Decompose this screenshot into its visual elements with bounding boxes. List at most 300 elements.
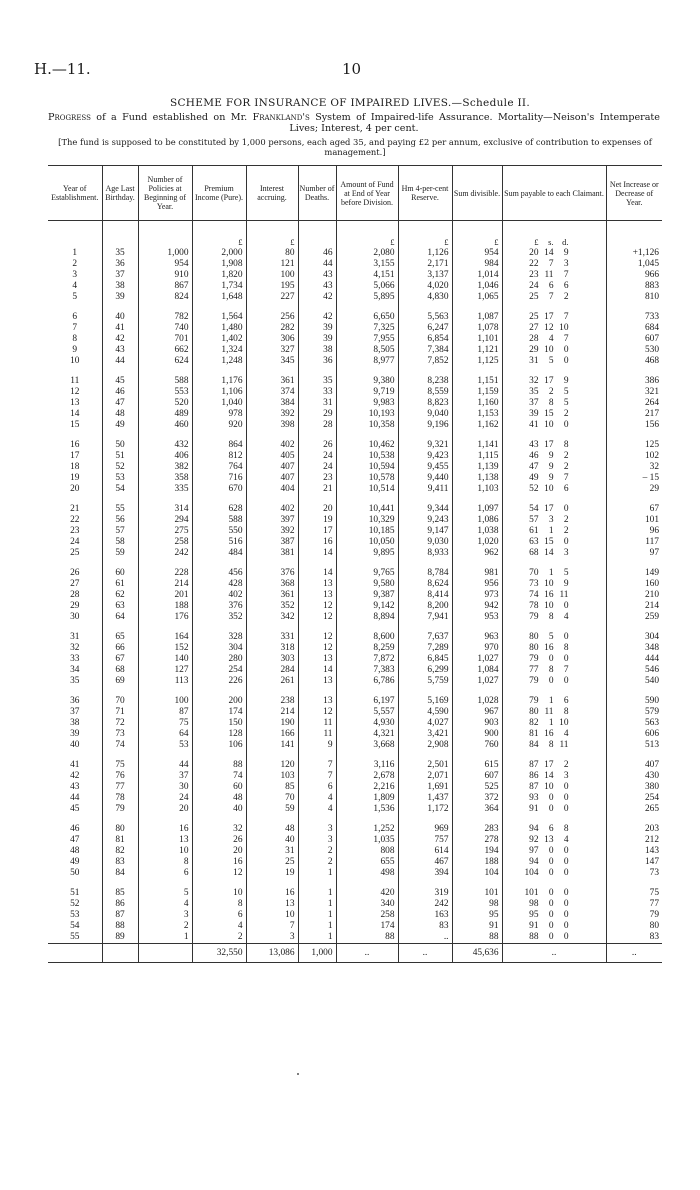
progress-table: [48, 165, 662, 963]
cell-deaths: 1: [298, 899, 336, 910]
cell-interest: 59: [246, 804, 298, 815]
cell-year: 6: [72, 312, 78, 322]
pay-pence: 0: [563, 868, 569, 878]
pay-pence: 0: [563, 857, 569, 867]
pay-pounds: 94: [529, 857, 539, 867]
cell-divisible: 1,138: [452, 473, 502, 484]
cell-deaths: 12: [298, 601, 336, 612]
cell-fund: 6,650: [336, 312, 398, 323]
cell-payable: [502, 632, 606, 643]
cell-reserve: 7,289: [398, 643, 452, 654]
table-row: [48, 824, 662, 835]
cell-deaths: 1: [298, 910, 336, 921]
pay-shillings: 0: [548, 868, 554, 878]
cell-policies: 1: [138, 932, 192, 944]
cell-fund: 10,441: [336, 504, 398, 515]
cell-year: 52: [70, 899, 80, 909]
cell-premium: 26: [192, 835, 246, 846]
pay-pence: 2: [563, 760, 569, 770]
table-row: [48, 632, 662, 643]
cell-age: 45: [102, 376, 138, 387]
cell-fund: 8,505: [336, 345, 398, 356]
cell-payable: [502, 804, 606, 815]
cell-fund: 9,380: [336, 376, 398, 387]
pay-pence: 10: [559, 718, 569, 728]
cell-reserve: 2,908: [398, 740, 452, 751]
cell-premium: 1,564: [192, 312, 246, 323]
cell-interest: 238: [246, 696, 298, 707]
cell-fund: 4,151: [336, 270, 398, 281]
cell-payable: [502, 515, 606, 526]
cell-premium: 764: [192, 462, 246, 473]
cell-deaths: 17: [298, 526, 336, 537]
cell-fund: 8,600: [336, 632, 398, 643]
cell-payable: [502, 643, 606, 654]
cell-deaths: 44: [298, 259, 336, 270]
cell-payable: [502, 696, 606, 707]
table-row: [48, 526, 662, 537]
pay-shillings: 16: [544, 590, 554, 600]
unit-fund: £: [336, 221, 398, 249]
pay-pence: 6: [563, 696, 569, 706]
pay-pounds: 70: [529, 568, 539, 578]
cell-year: 28: [70, 590, 80, 600]
cell-divisible: 900: [452, 729, 502, 740]
pay-shillings: 0: [548, 676, 554, 686]
pay-shillings: 0: [548, 910, 554, 920]
cell-interest: 381: [246, 548, 298, 559]
pay-pounds: 79: [529, 676, 539, 686]
pay-pounds: 87: [529, 760, 539, 770]
cell-fund: 10,578: [336, 473, 398, 484]
cell-divisible: 970: [452, 643, 502, 654]
cell-fund: 1,035: [336, 835, 398, 846]
cell-fund: 498: [336, 868, 398, 879]
total-deaths: 1,000: [298, 944, 336, 963]
cell-policies: 460: [138, 420, 192, 431]
cell-age: 43: [102, 345, 138, 356]
cell-premium: 402: [192, 590, 246, 601]
cell-year: 45: [70, 804, 80, 814]
pay-shillings: 0: [548, 921, 554, 931]
table-row: [48, 579, 662, 590]
cell-premium: 1,248: [192, 356, 246, 367]
cell-year: 15: [70, 420, 80, 430]
pay-shillings: 10: [544, 601, 554, 611]
pay-pence: 4: [563, 612, 569, 622]
cell-payable: [502, 771, 606, 782]
cell-interest: 85: [246, 782, 298, 793]
cell-deaths: 3: [298, 835, 336, 846]
cell-payable: [502, 334, 606, 345]
table-row: [48, 888, 662, 899]
cell-divisible: 1,087: [452, 312, 502, 323]
cell-net: 75: [606, 888, 662, 899]
pay-pence: 3: [563, 771, 569, 781]
cell-divisible: 903: [452, 718, 502, 729]
pay-pounds: 86: [529, 771, 539, 781]
cell-premium: 376: [192, 601, 246, 612]
cell-reserve: 242: [398, 899, 452, 910]
table-row: [48, 868, 662, 879]
cell-fund: 10,594: [336, 462, 398, 473]
cell-reserve: 8,784: [398, 568, 452, 579]
cell-premium: 128: [192, 729, 246, 740]
cell-payable: [502, 292, 606, 303]
pay-pence: 8: [563, 440, 569, 450]
pay-pounds: 35: [529, 387, 539, 397]
cell-net: 32: [606, 462, 662, 473]
pay-shillings: 12: [544, 323, 554, 333]
cell-premium: 1,908: [192, 259, 246, 270]
document-reference: H.—11.: [34, 60, 91, 78]
pay-pence: 7: [563, 473, 569, 483]
pay-pounds: 91: [529, 921, 539, 931]
cell-divisible: 962: [452, 548, 502, 559]
cell-fund: 3,668: [336, 740, 398, 751]
cell-year: 23: [70, 526, 80, 536]
cell-premium: 226: [192, 676, 246, 687]
cell-interest: 166: [246, 729, 298, 740]
pay-pounds: 52: [529, 484, 539, 494]
cell-interest: 19: [246, 868, 298, 879]
table-row: [48, 515, 662, 526]
cell-premium: 1,176: [192, 376, 246, 387]
table-row: [48, 910, 662, 921]
cell-premium: 1,480: [192, 323, 246, 334]
pay-pounds: 61: [529, 526, 539, 536]
cell-reserve: 6,854: [398, 334, 452, 345]
cell-year: 40: [70, 740, 80, 750]
cell-interest: 261: [246, 676, 298, 687]
cell-divisible: 984: [452, 259, 502, 270]
cell-premium: 812: [192, 451, 246, 462]
cell-payable: [502, 760, 606, 771]
pay-pence: 0: [563, 676, 569, 686]
cell-fund: 258: [336, 910, 398, 921]
cell-net: 117: [606, 537, 662, 548]
cell-age: 86: [102, 899, 138, 910]
cell-divisible: 278: [452, 835, 502, 846]
cell-interest: 303: [246, 654, 298, 665]
cell-policies: 824: [138, 292, 192, 303]
row-gap: [48, 495, 662, 504]
cell-interest: 195: [246, 281, 298, 292]
pay-pence: 3: [563, 548, 569, 558]
cell-reserve: 9,196: [398, 420, 452, 431]
cell-interest: 10: [246, 910, 298, 921]
cell-deaths: 7: [298, 760, 336, 771]
pay-pounds: 47: [529, 462, 539, 472]
pay-pence: 0: [563, 345, 569, 355]
cell-interest: 331: [246, 632, 298, 643]
cell-age: 80: [102, 824, 138, 835]
cell-net: 546: [606, 665, 662, 676]
cell-net: 217: [606, 409, 662, 420]
cell-reserve: 1,172: [398, 804, 452, 815]
cell-age: 55: [102, 504, 138, 515]
cell-interest: 120: [246, 760, 298, 771]
pay-pence: 11: [559, 740, 569, 750]
cell-year: 16: [70, 440, 80, 450]
pay-pounds: 63: [529, 537, 539, 547]
cell-net: 590: [606, 696, 662, 707]
pay-shillings: 0: [548, 899, 554, 909]
pay-pence: 10: [559, 323, 569, 333]
cell-year: 7: [72, 323, 78, 333]
cell-payable: [502, 568, 606, 579]
row-gap: [48, 623, 662, 632]
cell-payable: [502, 473, 606, 484]
cell-policies: 6: [138, 868, 192, 879]
cell-premium: 864: [192, 440, 246, 451]
cell-interest: 3: [246, 932, 298, 944]
pay-pounds: 24: [529, 281, 539, 291]
cell-net: 96: [606, 526, 662, 537]
cell-payable: [502, 590, 606, 601]
cell-divisible: 1,065: [452, 292, 502, 303]
cell-age: 46: [102, 387, 138, 398]
cell-policies: 10: [138, 846, 192, 857]
pay-shillings: 17: [544, 504, 554, 514]
cell-deaths: 2: [298, 857, 336, 868]
col-fund: Amount of Fund at End of Year before Division.: [336, 166, 398, 221]
pay-pence: 6: [563, 281, 569, 291]
table-row: [48, 248, 662, 259]
cell-policies: 406: [138, 451, 192, 462]
pay-shillings: 0: [548, 793, 554, 803]
cell-divisible: 953: [452, 612, 502, 623]
pay-pence: 6: [563, 484, 569, 494]
cell-divisible: 956: [452, 579, 502, 590]
cell-payable: [502, 899, 606, 910]
table-row: [48, 771, 662, 782]
pay-shillings: 13: [544, 835, 554, 845]
cell-reserve: 9,455: [398, 462, 452, 473]
cell-age: 74: [102, 740, 138, 751]
pay-pounds: 98: [529, 899, 539, 909]
cell-payable: [502, 707, 606, 718]
cell-year: 2: [72, 259, 78, 269]
table-row: [48, 259, 662, 270]
cell-reserve: 9,440: [398, 473, 452, 484]
cell-year: 1: [72, 248, 78, 258]
cell-policies: 553: [138, 387, 192, 398]
unit-premium: £: [192, 221, 246, 249]
table-row: [48, 484, 662, 495]
pay-shillings: 14: [544, 248, 554, 258]
cell-divisible: 1,097: [452, 504, 502, 515]
pay-shillings: 16: [544, 643, 554, 653]
pay-pounds: 79: [529, 612, 539, 622]
cell-year: 21: [70, 504, 80, 514]
pay-shillings: 6: [548, 824, 554, 834]
cell-divisible: 525: [452, 782, 502, 793]
pay-pounds: 80: [529, 632, 539, 642]
cell-premium: 74: [192, 771, 246, 782]
pay-pence: 3: [563, 259, 569, 269]
pay-pence: 0: [563, 654, 569, 664]
pay-pence: 4: [563, 835, 569, 845]
cell-age: 65: [102, 632, 138, 643]
cell-deaths: 13: [298, 654, 336, 665]
cell-deaths: 33: [298, 387, 336, 398]
cell-net: 540: [606, 676, 662, 687]
cell-payable: [502, 846, 606, 857]
cell-net: 149: [606, 568, 662, 579]
cell-deaths: 1: [298, 932, 336, 944]
cell-payable: [502, 782, 606, 793]
cell-divisible: 1,101: [452, 334, 502, 345]
cell-interest: 407: [246, 473, 298, 484]
cell-interest: 407: [246, 462, 298, 473]
pay-pounds: 95: [529, 910, 539, 920]
cell-age: 67: [102, 654, 138, 665]
pay-shillings: 2: [548, 387, 554, 397]
cell-year: 12: [70, 387, 80, 397]
table-row: [48, 398, 662, 409]
cell-deaths: 16: [298, 537, 336, 548]
cell-interest: 392: [246, 409, 298, 420]
cell-divisible: 104: [452, 868, 502, 879]
cell-premium: 484: [192, 548, 246, 559]
col-divisible: Sum divisible.: [452, 166, 502, 221]
cell-premium: 304: [192, 643, 246, 654]
cell-policies: 701: [138, 334, 192, 345]
cell-policies: 867: [138, 281, 192, 292]
cell-net: 125: [606, 440, 662, 451]
cell-age: 89: [102, 932, 138, 944]
table-row: [48, 376, 662, 387]
pay-pence: 9: [563, 579, 569, 589]
pay-shillings: 16: [544, 729, 554, 739]
cell-fund: 8,977: [336, 356, 398, 367]
cell-deaths: 2: [298, 846, 336, 857]
cell-fund: 808: [336, 846, 398, 857]
cell-policies: 258: [138, 537, 192, 548]
cell-age: 83: [102, 857, 138, 868]
cell-deaths: 7: [298, 771, 336, 782]
cell-age: 79: [102, 804, 138, 815]
cell-reserve: 9,040: [398, 409, 452, 420]
cell-payable: [502, 356, 606, 367]
cell-reserve: 4,027: [398, 718, 452, 729]
pay-pounds: 91: [529, 804, 539, 814]
cell-deaths: 21: [298, 484, 336, 495]
pay-pence: 8: [563, 643, 569, 653]
cell-premium: 88: [192, 760, 246, 771]
cell-deaths: 12: [298, 643, 336, 654]
cell-policies: 140: [138, 654, 192, 665]
pay-shillings: 14: [544, 548, 554, 558]
cell-deaths: 13: [298, 579, 336, 590]
cell-age: 59: [102, 548, 138, 559]
cell-interest: 227: [246, 292, 298, 303]
cell-year: 11: [70, 376, 80, 386]
cell-age: 44: [102, 356, 138, 367]
cell-interest: 404: [246, 484, 298, 495]
cell-fund: 2,678: [336, 771, 398, 782]
cell-fund: 9,142: [336, 601, 398, 612]
table-row: [48, 504, 662, 515]
cell-divisible: 1,046: [452, 281, 502, 292]
cell-reserve: 8,624: [398, 579, 452, 590]
total-payable: ..: [502, 944, 606, 963]
cell-age: 57: [102, 526, 138, 537]
cell-deaths: 39: [298, 334, 336, 345]
cell-premium: 20: [192, 846, 246, 857]
cell-reserve: 1,126: [398, 248, 452, 259]
cell-payable: [502, 462, 606, 473]
pay-pence: 0: [563, 910, 569, 920]
cell-fund: 174: [336, 921, 398, 932]
cell-interest: 80: [246, 248, 298, 259]
cell-age: 71: [102, 707, 138, 718]
total-net: ..: [606, 944, 662, 963]
pay-pounds: 28: [529, 334, 539, 344]
table-row: [48, 707, 662, 718]
pay-pence: 7: [563, 312, 569, 322]
cell-policies: 164: [138, 632, 192, 643]
cell-policies: 100: [138, 696, 192, 707]
cell-net: 530: [606, 345, 662, 356]
cell-reserve: ..: [398, 932, 452, 944]
table-row: [48, 740, 662, 751]
cell-age: 78: [102, 793, 138, 804]
cell-payable: [502, 601, 606, 612]
cell-payable: [502, 504, 606, 515]
cell-fund: 10,538: [336, 451, 398, 462]
pay-pence: 5: [563, 568, 569, 578]
cell-interest: 256: [246, 312, 298, 323]
table-row: [48, 409, 662, 420]
cell-payable: [502, 281, 606, 292]
table-row: [48, 440, 662, 451]
cell-policies: 24: [138, 793, 192, 804]
cell-payable: [502, 451, 606, 462]
row-gap: [48, 879, 662, 888]
cell-deaths: 35: [298, 376, 336, 387]
cell-year: 4: [72, 281, 78, 291]
cell-year: 32: [70, 643, 80, 653]
cell-premium: 2: [192, 932, 246, 944]
cell-divisible: 973: [452, 590, 502, 601]
cell-premium: 1,324: [192, 345, 246, 356]
cell-policies: 16: [138, 824, 192, 835]
cell-premium: 1,734: [192, 281, 246, 292]
cell-deaths: 1: [298, 888, 336, 899]
cell-deaths: 26: [298, 440, 336, 451]
table-row: [48, 804, 662, 815]
cell-interest: 397: [246, 515, 298, 526]
progress-lead: Progress: [48, 112, 91, 123]
cell-divisible: 1,027: [452, 676, 502, 687]
col-deaths: Number of Deaths.: [298, 166, 336, 221]
cell-year: 34: [70, 665, 80, 675]
table-row: [48, 345, 662, 356]
cell-net: 83: [606, 932, 662, 944]
cell-age: 69: [102, 676, 138, 687]
cell-interest: 16: [246, 888, 298, 899]
cell-reserve: 5,169: [398, 696, 452, 707]
pay-pounds: 27: [529, 323, 539, 333]
cell-deaths: 14: [298, 568, 336, 579]
pay-pence: 4: [563, 729, 569, 739]
schedule-title: SCHEME FOR INSURANCE OF IMPAIRED LIVES.—Schedule II.: [169, 97, 531, 109]
cell-interest: 327: [246, 345, 298, 356]
table-row: [48, 676, 662, 687]
cell-net: 264: [606, 398, 662, 409]
